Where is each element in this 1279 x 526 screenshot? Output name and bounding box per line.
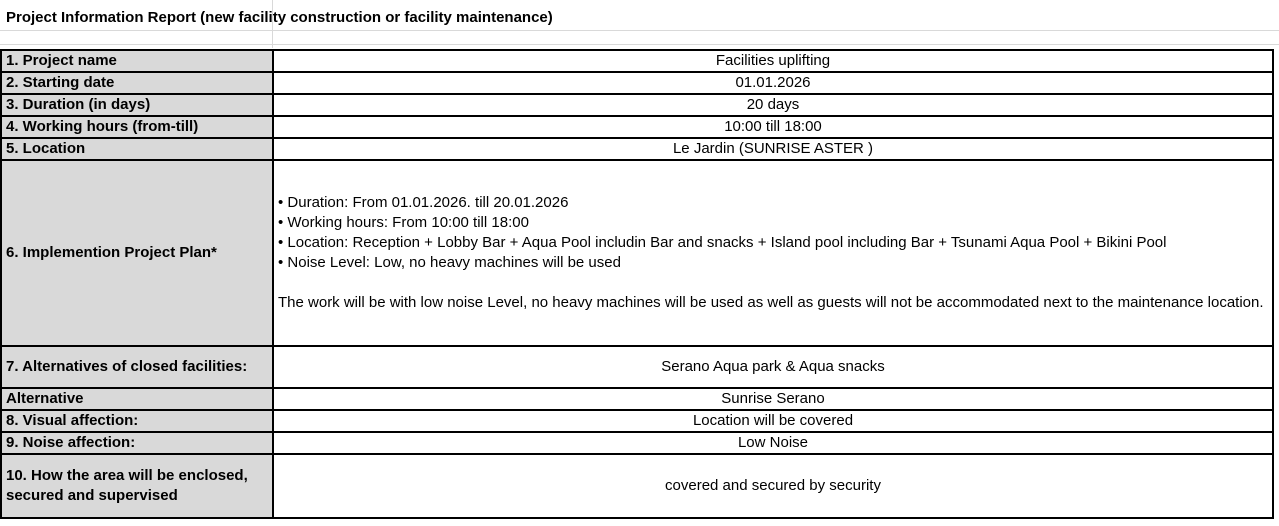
plan-item-working-hours: • Working hours: From 10:00 till 18:00 [278, 214, 529, 231]
table-row [1, 454, 1273, 518]
row-value-alternatives[interactable]: Serano Aqua park & Aqua snacks [273, 346, 1273, 388]
plan-note: The work will be with low noise Level, no heavy machines will be used as well as guests will not be accommodated next to the maintenance location. [278, 294, 1264, 311]
report-table [0, 49, 1274, 519]
row-label-duration[interactable]: 3. Duration (in days) [1, 94, 273, 116]
row-value-visual-affection[interactable]: Location will be covered [273, 410, 1273, 432]
table-row [1, 138, 1273, 160]
table-row [1, 50, 1273, 72]
report-title: Project Information Report (new facility construction or facility maintenance) [6, 9, 553, 26]
table-row [1, 432, 1273, 454]
row-label-alternatives[interactable]: 7. Alternatives of closed facilities: [1, 346, 273, 388]
table-row [1, 388, 1273, 410]
row-value-starting-date[interactable]: 01.01.2026 [273, 72, 1273, 94]
row-label-alternative[interactable]: Alternative [1, 388, 273, 410]
row-label-implementation-plan[interactable]: 6. Implemention Project Plan* [1, 160, 273, 346]
row-label-project-name[interactable]: 1. Project name [1, 50, 273, 72]
sheet-gridline [0, 30, 1279, 31]
row-value-noise-affection[interactable]: Low Noise [273, 432, 1273, 454]
row-value-implementation-plan[interactable] [273, 160, 1273, 346]
row-value-alternative[interactable]: Sunrise Serano [273, 388, 1273, 410]
row-value-enclosure[interactable]: covered and secured by security [273, 454, 1273, 518]
row-label-noise-affection[interactable]: 9. Noise affection: [1, 432, 273, 454]
plan-item-duration: • Duration: From 01.01.2026. till 20.01.2026 [278, 194, 569, 211]
plan-item-noise-level: • Noise Level: Low, no heavy machines will be used [278, 254, 621, 271]
table-row [1, 72, 1273, 94]
row-value-working-hours[interactable]: 10:00 till 18:00 [273, 116, 1273, 138]
row-label-starting-date[interactable]: 2. Starting date [1, 72, 273, 94]
row-label-location[interactable]: 5. Location [1, 138, 273, 160]
row-label-visual-affection[interactable]: 8. Visual affection: [1, 410, 273, 432]
plan-item-location: • Location: Reception + Lobby Bar + Aqua Pool includin Bar and snacks + Island pool including Bar + Tsunami Aqua Pool + Bikini Pool [278, 234, 1167, 251]
sheet-gridline [0, 44, 1279, 45]
row-value-location[interactable]: Le Jardin (SUNRISE ASTER ) [273, 138, 1273, 160]
table-row [1, 94, 1273, 116]
row-value-project-name[interactable]: Facilities uplifting [273, 50, 1273, 72]
row-label-enclosure[interactable]: 10. How the area will be enclosed, secured and supervised [1, 454, 273, 518]
row-label-working-hours[interactable]: 4. Working hours (from-till) [1, 116, 273, 138]
table-row [1, 346, 1273, 388]
table-row [1, 160, 1273, 346]
table-row [1, 116, 1273, 138]
table-row [1, 410, 1273, 432]
row-value-duration[interactable]: 20 days [273, 94, 1273, 116]
